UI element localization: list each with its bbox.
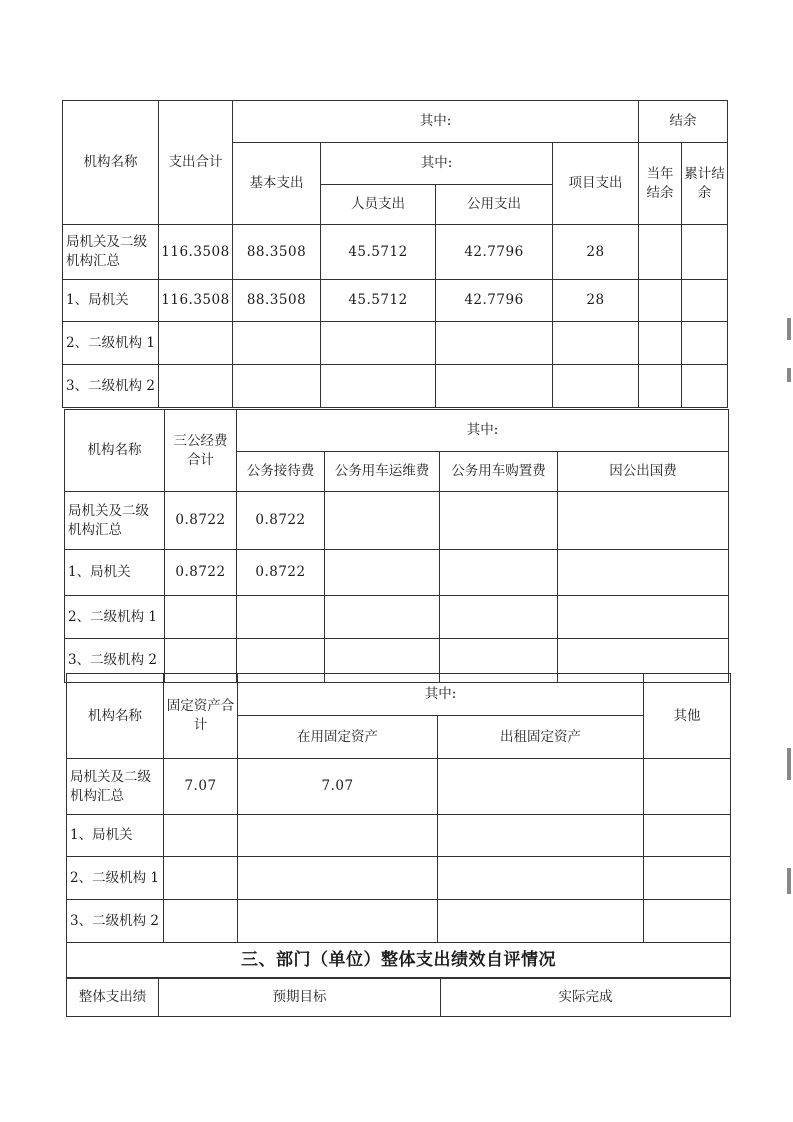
year-balance-cell (639, 280, 682, 322)
abroad-cell (558, 550, 729, 596)
performance-table (66, 977, 731, 1017)
other-cell (644, 900, 731, 943)
header-public: 公用支出 (436, 185, 553, 225)
table-row (65, 550, 729, 596)
org-name-cell: 2、二级机构 1 (65, 596, 165, 639)
header-year-balance: 当年结余 (639, 143, 682, 225)
header-rented-assets: 出租固定资产 (438, 716, 644, 759)
org-name-cell: 1、局机关 (67, 815, 164, 857)
total-cell (159, 365, 233, 408)
table-row (63, 365, 728, 408)
rented-cell (438, 815, 644, 857)
vehicle-op-cell (325, 596, 440, 639)
public-cell: 42.7796 (436, 280, 553, 322)
table-row (65, 492, 729, 550)
header-vehicle-purchase: 公务用车购置费 (440, 452, 558, 492)
total-cell (165, 596, 237, 639)
header-project-expenditure: 项目支出 (553, 143, 639, 225)
header-in-use-assets: 在用固定资产 (238, 716, 438, 759)
public-cell: 42.7796 (436, 225, 553, 280)
abroad-cell (558, 492, 729, 550)
table-row (67, 759, 731, 815)
header-vehicle-operation: 公务用车运维费 (325, 452, 440, 492)
vehicle-op-cell (325, 492, 440, 550)
org-name-cell: 局机关及二级机构汇总 (67, 759, 164, 815)
in-use-cell (238, 857, 438, 900)
header-expenditure-total: 支出合计 (159, 101, 233, 225)
total-cell (164, 815, 238, 857)
personnel-cell: 45.5712 (321, 280, 436, 322)
scan-edge-mark (787, 368, 791, 382)
reception-cell: 0.8722 (237, 550, 325, 596)
org-name-cell: 2、二级机构 1 (63, 322, 159, 365)
header-actual-completion: 实际完成 (441, 978, 731, 1017)
header-of-which: 其中: (237, 410, 729, 452)
rented-cell (438, 759, 644, 815)
header-official-abroad: 因公出国费 (558, 452, 729, 492)
project-cell (553, 322, 639, 365)
personnel-cell: 45.5712 (321, 225, 436, 280)
personnel-cell (321, 322, 436, 365)
org-name-cell: 1、局机关 (65, 550, 165, 596)
table-row (67, 857, 731, 900)
in-use-cell (238, 815, 438, 857)
vehicle-buy-cell (440, 596, 558, 639)
header-org-name: 机构名称 (67, 674, 164, 759)
total-cell (159, 322, 233, 365)
cumulative-balance-cell (682, 365, 728, 408)
public-cell (436, 365, 553, 408)
total-cell (164, 900, 238, 943)
header-balance: 结余 (639, 101, 728, 143)
year-balance-cell (639, 225, 682, 280)
org-name-cell: 3、二级机构 2 (65, 639, 165, 683)
public-cell (436, 322, 553, 365)
vehicle-buy-cell (440, 550, 558, 596)
vehicle-op-cell (325, 550, 440, 596)
header-overall-performance: 整体支出绩 (67, 978, 159, 1017)
project-cell: 28 (553, 225, 639, 280)
header-of-which: 其中: (233, 101, 639, 143)
year-balance-cell (639, 365, 682, 408)
org-name-cell: 3、二级机构 2 (63, 365, 159, 408)
total-cell: 0.8722 (165, 492, 237, 550)
in-use-cell (238, 900, 438, 943)
header-basic-expenditure: 基本支出 (233, 143, 321, 225)
section-three-title: 三、部门（单位）整体支出绩效自评情况 (67, 943, 731, 979)
header-fixed-assets-total: 固定资产合计 (164, 674, 238, 759)
table-row (63, 225, 728, 280)
project-cell: 28 (553, 280, 639, 322)
header-three-public-total: 三公经费合计 (165, 410, 237, 492)
rented-cell (438, 857, 644, 900)
year-balance-cell (639, 322, 682, 365)
org-name-cell: 局机关及二级机构汇总 (63, 225, 159, 280)
header-org-name: 机构名称 (63, 101, 159, 225)
expenditure-table (62, 100, 728, 408)
basic-cell (233, 322, 321, 365)
other-cell (644, 815, 731, 857)
total-cell (164, 857, 238, 900)
table-row (65, 596, 729, 639)
table-row (67, 815, 731, 857)
header-personnel: 人员支出 (321, 185, 436, 225)
header-reception: 公务接待费 (237, 452, 325, 492)
header-other: 其他 (644, 674, 731, 759)
org-name-cell: 3、二级机构 2 (67, 900, 164, 943)
three-public-expenses-table (64, 409, 729, 683)
other-cell (644, 759, 731, 815)
total-cell: 7.07 (164, 759, 238, 815)
abroad-cell (558, 596, 729, 639)
reception-cell: 0.8722 (237, 492, 325, 550)
header-org-name: 机构名称 (65, 410, 165, 492)
fixed-assets-table (66, 673, 731, 979)
org-name-cell: 2、二级机构 1 (67, 857, 164, 900)
reception-cell (237, 596, 325, 639)
cumulative-balance-cell (682, 225, 728, 280)
basic-cell (233, 365, 321, 408)
scan-edge-mark (787, 318, 791, 340)
table-row (67, 900, 731, 943)
rented-cell (438, 900, 644, 943)
scan-edge-mark (787, 868, 791, 894)
header-of-which: 其中: (238, 674, 644, 716)
personnel-cell (321, 365, 436, 408)
total-cell: 116.3508 (159, 225, 233, 280)
header-expected-target: 预期目标 (159, 978, 441, 1017)
header-cumulative-balance: 累计结余 (682, 143, 728, 225)
basic-cell: 88.3508 (233, 225, 321, 280)
table-row (63, 322, 728, 365)
cumulative-balance-cell (682, 280, 728, 322)
cumulative-balance-cell (682, 322, 728, 365)
other-cell (644, 857, 731, 900)
header-of-which-sub: 其中: (321, 143, 553, 185)
org-name-cell: 1、局机关 (63, 280, 159, 322)
table-row (63, 280, 728, 322)
scan-edge-mark (787, 748, 791, 780)
org-name-cell: 局机关及二级机构汇总 (65, 492, 165, 550)
vehicle-buy-cell (440, 492, 558, 550)
total-cell: 0.8722 (165, 550, 237, 596)
basic-cell: 88.3508 (233, 280, 321, 322)
in-use-cell: 7.07 (238, 759, 438, 815)
total-cell: 116.3508 (159, 280, 233, 322)
project-cell (553, 365, 639, 408)
